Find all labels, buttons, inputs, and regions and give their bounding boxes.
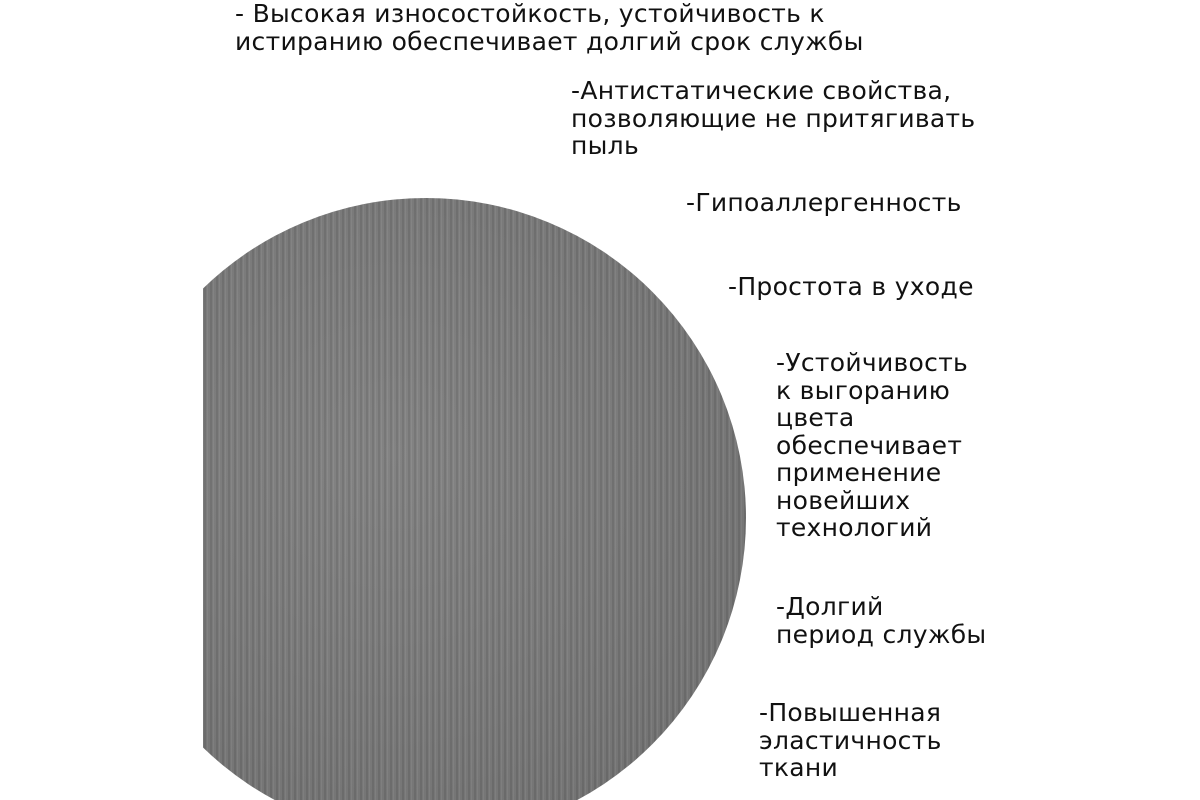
feature-hypoallergenic: -Гипоаллергенность xyxy=(686,188,962,217)
feature-elasticity: -Повышенная эластичность ткани xyxy=(759,698,942,782)
feature-long-service: -Долгий период службы xyxy=(776,592,987,649)
feature-easy-care: -Простота в уходе xyxy=(728,272,974,301)
feature-fade-resistance: -Устойчивость к выгоранию цвета обеспечивает применение новейших технологий xyxy=(776,348,969,542)
feature-wear-resistance: - Высокая износостойкость, устойчивость к истиранию обеспечивает долгий срок службы xyxy=(235,0,864,56)
fabric-shading xyxy=(203,198,746,800)
feature-antistatic: -Антистатические свойства, позволяющие не притягивать пыль xyxy=(571,76,976,160)
